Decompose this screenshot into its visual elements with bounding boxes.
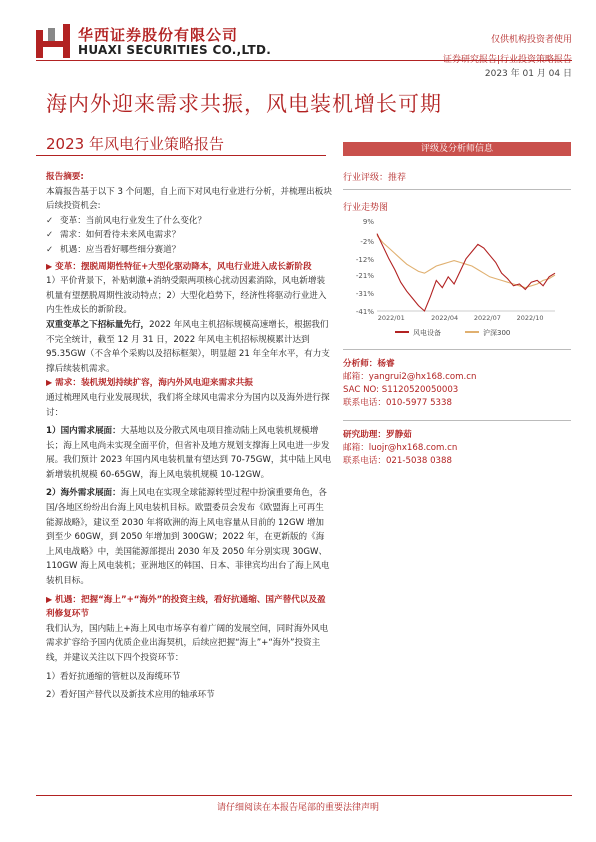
analyst-phone: 联系电话：010-5977 5338 [343, 398, 452, 408]
triangle-bullet-icon: ▶ [46, 594, 53, 604]
y-tick-label: -12% [355, 255, 374, 264]
series-line [377, 235, 555, 287]
assistant-name: 研究助理：罗静茹 [343, 430, 412, 440]
page-title: 海内外迎来需求共振，风电装机增长可期 [46, 92, 442, 116]
footer-divider [36, 795, 572, 796]
assistant-phone: 联系电话：021-5038 0388 [343, 456, 452, 466]
section-heading: ▶ 需求：装机规划持续扩容，海内外风电迎来需求共振 [46, 378, 253, 389]
report-date: 2023 年 01 月 04 日 [484, 69, 572, 79]
check-icon: ✓ [46, 244, 54, 255]
x-tick-label: 2022/04 [431, 314, 459, 322]
assistant-block [343, 420, 571, 468]
paragraph: 2）海外需求展面：海上风电在实现全球能源转型过程中扮演重要角色，各国/各地区纷纷出台海上风电装机目标。欧盟委员会发布《欧盟海上可再生能源战略》，建议至 2030 年将欧洲的海上风电容量从目前的 12GW 增加到至少 60GW，到 2050 年增加到 300GW；2022 年，在更新版的《海上风电战略》中，美国能源部提出 2030 年及 2050 年分别实现 30GW、110GW 海上风电装机；亚洲地区的韩国、日本、菲律宾均出台了海上风电装机目标。 [46, 488, 330, 587]
triangle-bullet-icon: ▶ [46, 378, 53, 388]
y-tick-label: -2% [360, 237, 374, 246]
list-item: 2）看好国产替代以及新技术应用的轴承环节 [46, 690, 215, 701]
section-heading: ▶ 机遇：把握“海上”+“海外”的投资主线，看好抗通缩、国产替代以及盈利修复环节 [46, 594, 326, 620]
question-item: ✓ 需求：如何看待未来风电需求？ [46, 228, 332, 243]
analyst-email: 邮箱：yangrui2@hx168.com.cn [343, 372, 477, 382]
legend-label: 风电设备 [413, 329, 441, 337]
series-line [377, 234, 555, 311]
trend-chart [343, 215, 571, 343]
list-item: 1）看好抗通缩的管桩以及海缆环节 [46, 671, 181, 682]
paragraph: 通过梳理风电行业发展现状，我们将全球风电需求分为国内以及海外进行探讨： [46, 392, 330, 418]
footer-disclaimer: 请仔细阅读在本报告尾部的重要法律声明 [216, 803, 379, 813]
paragraph: 双重变革之下招标量先行，2022 年风电主机招标规模高速增长，根据我们不完全统计，截至 12 月 31 日，2022 年风电主机招标规模累计达到 95.35GW（不含单个采购以及招标框架），明显超 21 年全年水平，有力支撑后续装机需求。 [46, 319, 330, 374]
header-divider [36, 60, 572, 61]
sidebar-title-bar: 评级及分析师信息 [343, 142, 571, 156]
check-icon: ✓ [46, 215, 54, 226]
paragraph: 我们认为，国内陆上+海上风电市场享有着广阔的发展空间，同时海外风电需求扩容给予国内优质企业出海契机，后续应把握“海上”+“海外”投资主线，并建议关注以下四个投资环节： [46, 623, 329, 663]
huaxi-logo-icon [36, 24, 70, 58]
question-item: ✓ 变革：当前风电行业发生了什么变化？ [46, 214, 332, 229]
legend-label: 沪深300 [483, 329, 511, 337]
audience-note: 仅供机构投资者使用 [490, 35, 572, 45]
y-tick-label: 9% [362, 218, 374, 226]
x-tick-label: 2022/07 [473, 314, 501, 322]
analyst-block [343, 349, 571, 410]
triangle-bullet-icon: ▶ [46, 261, 53, 271]
paragraph: 1）平价背景下，补贴刺激+消纳受限两项核心扰动因素消除，风电新增装机量有望摆脱周期性波动特点；2）大型化趋势下，经济性将驱动行业进入内生性成长的新阶段。 [46, 276, 327, 316]
industry-rating: 行业评级：推荐 [343, 170, 571, 190]
analyst-sac: SAC NO: S1120520050003 [343, 385, 459, 395]
company-name-en: HUAXI SECURITIES CO.,LTD. [78, 43, 272, 57]
subtitle-divider [36, 155, 326, 156]
report-subtitle: 2023 年风电行业策略报告 [46, 135, 224, 153]
y-tick-label: -41% [355, 308, 374, 316]
paragraph: 1）国内需求展面：大基地以及分散式风电项目推动陆上风电装机规模增长；海上风电尚未实现全面平价，但省补及地方规划支撑海上风电进一步发展。我们预计 2023 年国内风电装机量有望达到 70-75GW，其中陆上风电新增装机规模 60-65GW，海上风电装机规模 10-12GW。 [46, 426, 332, 480]
assistant-email: 邮箱：luojr@hx168.com.cn [343, 443, 458, 453]
summary-intro: 本篇报告基于以下 3 个问题，自上而下对风电行业进行分析，并梳理出板块后续投资机会: [46, 186, 332, 212]
summary-heading: 报告摘要: [46, 172, 84, 182]
trend-chart-title: 行业走势图 [343, 203, 389, 213]
x-tick-label: 2022/10 [516, 314, 544, 322]
summary-column [46, 170, 332, 703]
question-item: ✓ 机遇：应当看好哪些细分赛道？ [46, 243, 332, 258]
sidebar [343, 142, 571, 468]
x-tick-label: 2022/01 [377, 314, 405, 322]
report-type: 证券研究报告|行业投资策略报告 [442, 55, 572, 65]
y-tick-label: -31% [355, 290, 374, 298]
analyst-name: 分析师：杨睿 [343, 359, 395, 369]
y-tick-label: -21% [355, 272, 374, 280]
section-heading: ▶ 变革：摆脱周期性特征+大型化驱动降本，风电行业进入成长新阶段 [46, 261, 312, 272]
check-icon: ✓ [46, 230, 54, 241]
company-name-cn: 华西证券股份有限公司 [78, 26, 239, 44]
